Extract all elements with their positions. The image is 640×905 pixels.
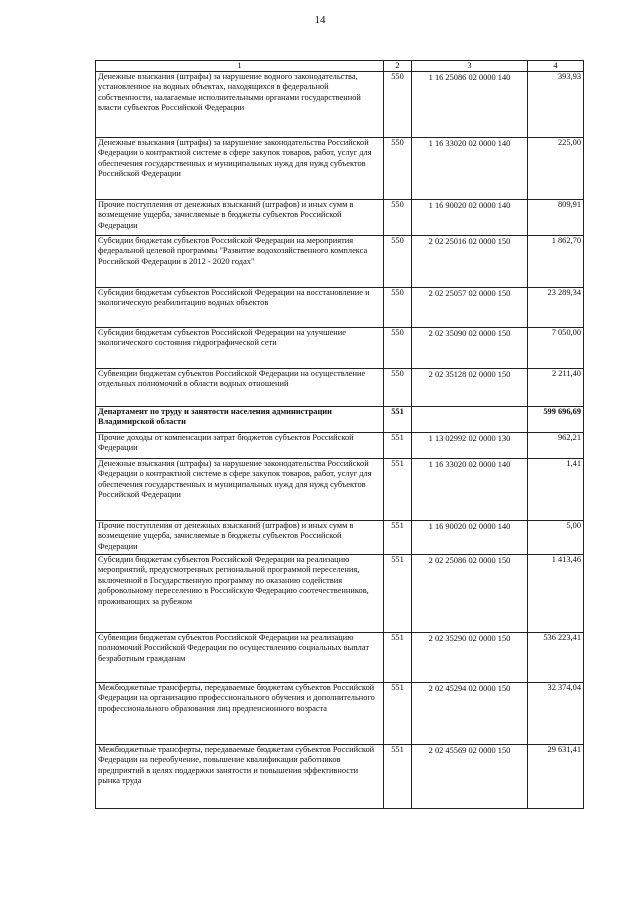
row-name-cell: Субвенции бюджетам субъектов Российской Федерации на осуществление отдельных полномочий в области водных отношений bbox=[96, 369, 384, 407]
row-kbk-cell: 1 16 33020 02 0000 140 bbox=[412, 459, 528, 521]
row-code-cell: 551 bbox=[384, 433, 412, 459]
row-name-cell: Прочие поступления от денежных взысканий (штрафов) и иных сумм в возмещение ущерба, зачисляемые в бюджеты субъектов Российской Федерации bbox=[96, 521, 384, 555]
row-name-cell: Денежные взыскания (штрафы) за нарушение законодательства Российской Федерации о контрактной системе в сфере закупок товаров, работ, услуг для обеспечения государственных и муниципальных нужд для нужд субъектов Российской Федерации bbox=[96, 138, 384, 200]
row-name-cell: Департамент по труду и занятости населения администрации Владимирской области bbox=[96, 407, 384, 433]
revenue-table bbox=[95, 60, 584, 809]
row-name-cell: Прочие доходы от компенсации затрат бюджетов субъектов Российской Федерации bbox=[96, 433, 384, 459]
row-code-cell: 550 bbox=[384, 138, 412, 200]
row-amount-cell: 809,91 bbox=[528, 200, 584, 236]
row-kbk-cell: 2 02 25086 02 0000 150 bbox=[412, 555, 528, 633]
table-header-row bbox=[96, 61, 584, 72]
table-row bbox=[96, 433, 584, 459]
row-kbk-cell: 2 02 25016 02 0000 150 bbox=[412, 236, 528, 288]
row-name-cell: Субсидии бюджетам субъектов Российской Федерации на улучшение экологического состояния гидрографической сети bbox=[96, 328, 384, 369]
column-header-3: 3 bbox=[412, 61, 528, 72]
row-amount-cell: 23 289,34 bbox=[528, 288, 584, 328]
row-code-cell: 550 bbox=[384, 288, 412, 328]
row-kbk-cell: 2 02 45294 02 0000 150 bbox=[412, 683, 528, 745]
row-amount-cell: 962,21 bbox=[528, 433, 584, 459]
column-header-1: 1 bbox=[96, 61, 384, 72]
row-kbk-cell: 2 02 25057 02 0000 150 bbox=[412, 288, 528, 328]
column-header-2: 2 bbox=[384, 61, 412, 72]
row-kbk-cell: 1 16 25086 02 0000 140 bbox=[412, 72, 528, 138]
table-row bbox=[96, 521, 584, 555]
row-code-cell: 550 bbox=[384, 236, 412, 288]
row-kbk-cell: 1 16 90020 02 0000 140 bbox=[412, 200, 528, 236]
table-row bbox=[96, 200, 584, 236]
row-amount-cell: 1 862,70 bbox=[528, 236, 584, 288]
row-code-cell: 551 bbox=[384, 521, 412, 555]
row-code-cell: 551 bbox=[384, 407, 412, 433]
table-row bbox=[96, 72, 584, 138]
row-code-cell: 551 bbox=[384, 633, 412, 683]
table-row bbox=[96, 633, 584, 683]
row-kbk-cell: 1 16 33020 02 0000 140 bbox=[412, 138, 528, 200]
row-name-cell: Субсидии бюджетам субъектов Российской Федерации на восстановление и экологическую реабилитацию водных объектов bbox=[96, 288, 384, 328]
row-kbk-cell: 1 16 90020 02 0000 140 bbox=[412, 521, 528, 555]
row-name-cell: Денежные взыскания (штрафы) за нарушение законодательства Российской Федерации о контрактной системе в сфере закупок товаров, работ, услуг для обеспечения государственных и муниципальных нужд для нужд субъектов Российской Федерации bbox=[96, 459, 384, 521]
page-number: 14 bbox=[314, 14, 326, 26]
row-name-cell: Прочие поступления от денежных взысканий (штрафов) и иных сумм в возмещение ущерба, зачисляемые в бюджеты субъектов Российской Федерации bbox=[96, 200, 384, 236]
table-row bbox=[96, 236, 584, 288]
table-row bbox=[96, 138, 584, 200]
row-amount-cell: 29 631,41 bbox=[528, 745, 584, 809]
row-amount-cell: 7 050,00 bbox=[528, 328, 584, 369]
row-amount-cell: 32 374,04 bbox=[528, 683, 584, 745]
row-amount-cell: 1,41 bbox=[528, 459, 584, 521]
row-code-cell: 551 bbox=[384, 745, 412, 809]
table-row bbox=[96, 288, 584, 328]
table-row bbox=[96, 369, 584, 407]
row-name-cell: Денежные взыскания (штрафы) за нарушение водного законодательства, установленное на водных объектах, находящихся в федеральной собственности, налагаемые исполнительными органами государственной власти субъектов Российской Федерации bbox=[96, 72, 384, 138]
table-row bbox=[96, 683, 584, 745]
row-amount-cell: 2 211,40 bbox=[528, 369, 584, 407]
row-name-cell: Субсидии бюджетам субъектов Российской Федерации на реализацию мероприятий, предусмотренных региональной программой переселения, включенной в Государственную программу по оказанию содействия добровольному переселению в Российскую Федерацию соотечественников, проживающих за рубежом bbox=[96, 555, 384, 633]
row-amount-cell: 536 223,41 bbox=[528, 633, 584, 683]
table-row bbox=[96, 328, 584, 369]
row-kbk-cell: 1 13 02992 02 0000 130 bbox=[412, 433, 528, 459]
row-name-cell: Межбюджетные трансферты, передаваемые бюджетам субъектов Российской Федерации на переобучение, повышение квалификации работников предприятий в целях поддержки занятости и повышения эффективности рынка труда bbox=[96, 745, 384, 809]
row-amount-cell: 599 696,69 bbox=[528, 407, 584, 433]
row-code-cell: 550 bbox=[384, 369, 412, 407]
row-kbk-cell: 2 02 35090 02 0000 150 bbox=[412, 328, 528, 369]
row-amount-cell: 1 413,46 bbox=[528, 555, 584, 633]
table-row bbox=[96, 459, 584, 521]
table-row bbox=[96, 745, 584, 809]
department-row bbox=[96, 407, 584, 433]
row-kbk-cell: 2 02 35290 02 0000 150 bbox=[412, 633, 528, 683]
row-amount-cell: 393,93 bbox=[528, 72, 584, 138]
row-kbk-cell: 2 02 45569 02 0000 150 bbox=[412, 745, 528, 809]
row-amount-cell: 225,00 bbox=[528, 138, 584, 200]
row-name-cell: Субсидии бюджетам субъектов Российской Федерации на мероприятия федеральной целевой программы "Развитие водохозяйственного комплекса Российской Федерации в 2012 - 2020 годах" bbox=[96, 236, 384, 288]
row-amount-cell: 5,00 bbox=[528, 521, 584, 555]
row-code-cell: 550 bbox=[384, 72, 412, 138]
column-header-4: 4 bbox=[528, 61, 584, 72]
table-row bbox=[96, 555, 584, 633]
row-code-cell: 551 bbox=[384, 459, 412, 521]
row-code-cell: 550 bbox=[384, 200, 412, 236]
row-kbk-cell: 2 02 35128 02 0000 150 bbox=[412, 369, 528, 407]
row-name-cell: Субвенции бюджетам субъектов Российской Федерации на реализацию полномочий Российской Федерации по осуществлению социальных выплат безработным гражданам bbox=[96, 633, 384, 683]
row-name-cell: Межбюджетные трансферты, передаваемые бюджетам субъектов Российской Федерации на организацию профессионального обучения и дополнительного профессионального образования лиц предпенсионного возраста bbox=[96, 683, 384, 745]
row-code-cell: 551 bbox=[384, 555, 412, 633]
row-code-cell: 550 bbox=[384, 328, 412, 369]
row-kbk-cell bbox=[412, 407, 528, 433]
row-code-cell: 551 bbox=[384, 683, 412, 745]
